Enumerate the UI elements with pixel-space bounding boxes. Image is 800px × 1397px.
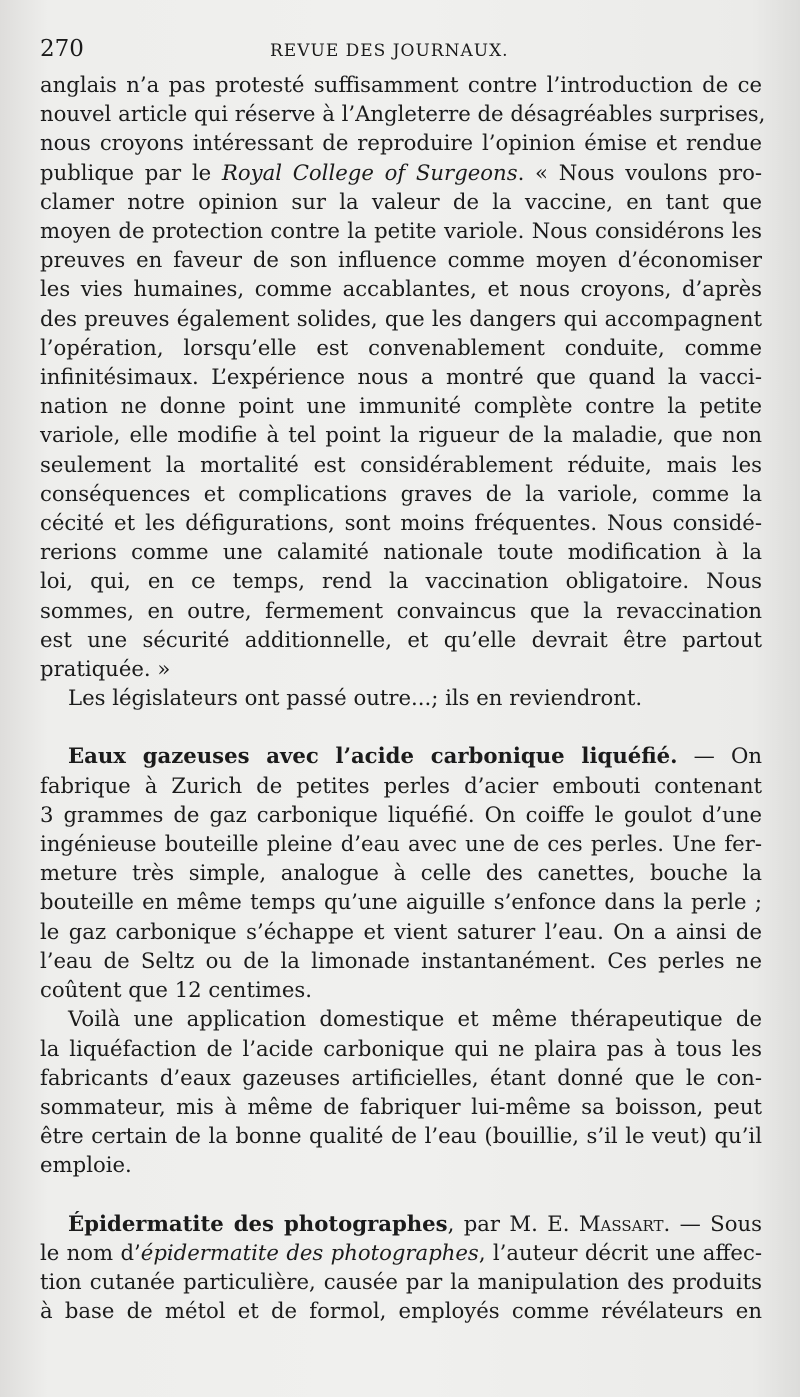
text-line: preuves en faveur de son influence comme moyen d’économiser [40,247,762,273]
text-line: le gaz carbonique s’échappe et vient saturer l’eau. On a ainsi de [40,918,762,944]
text-line: Voilà une application domestique et même thérapeutique de [68,1006,762,1032]
text-line: conséquences et complications graves de la variole, comme la [40,480,762,506]
text-line: pratiquée. » [40,656,171,682]
text-line: moyen de protection contre la petite variole. Nous considérons les [40,218,762,244]
text-line: bouteille en même temps qu’une aiguille s’enfonce dans la perle ; [40,889,762,915]
text-fragment: , par M. E. [447,1210,579,1236]
text-line: ingénieuse bouteille pleine d’eau avec une de ces perles. Une fer- [40,831,762,857]
royal-college-name: Royal College of Surgeons [221,159,518,185]
author-name: Massart [578,1210,664,1236]
text-line: rerions comme une calamité nationale toute modification à la [40,539,762,565]
paragraph-gap [40,712,762,741]
text-line [40,158,762,187]
paragraph-gap [40,1180,762,1209]
section-title: Épidermatite des photographes [68,1210,448,1236]
text-line: coûtent que 12 centimes. [40,977,312,1003]
text-line: les vies humaines, comme accablantes, et nous croyons, d’après [40,276,762,302]
page-header [40,36,762,70]
page-number: 270 [40,36,84,62]
text-line: des preuves également solides, que les dangers qui accompagnent [40,305,762,331]
text-line: à base de métol et de formol, employés comme révélateurs en [40,1298,762,1324]
text-line: sommateur, mis à même de fabriquer lui-même sa boisson, peut [40,1093,762,1119]
text-line: nous croyons intéressant de reproduire l’opinion émise et rendue [40,130,762,156]
text-fragment: publique par le [40,159,222,185]
text-line: meture très simple, analogue à celle des canettes, bouche la [40,860,762,886]
body-text [40,70,766,1325]
text-line: l’eau de Seltz ou de la limonade instantanément. Ces perles ne [40,947,762,973]
text-line: est une sécurité additionnelle, et qu’elle devrait être partout [40,626,762,652]
text-fragment: . — Sous [663,1210,762,1236]
text-line: être certain de la bonne qualité de l’eau (bouillie, s’il le veut) qu’il [40,1123,762,1149]
text-line: la liquéfaction de l’acide carbonique qui ne plaira pas à tous les [40,1035,762,1061]
text-line: sommes, en outre, fermement convaincus que la revaccination [40,597,762,623]
text-fragment: . « Nous voulons pro- [517,159,763,185]
text-line: tion cutanée particulière, causée par la manipulation des produits [40,1268,762,1294]
text-line: loi, qui, en ce temps, rend la vaccination obligatoire. Nous [40,568,762,594]
text-line: l’opération, lorsqu’elle est convenablement conduite, comme [40,334,762,360]
running-head: REVUE DES JOURNAUX. [270,41,509,61]
text-fragment: , l’auteur décrit une affec- [478,1239,762,1265]
text-line: emploie. [40,1152,132,1178]
section-heading-line [40,1209,762,1238]
text-line: fabrique à Zurich de petites perles d’acier embouti contenant [40,772,762,798]
text-line: seulement la mortalité est considérablement réduite, mais les [40,451,762,477]
text-line: 3 grammes de gaz carbonique liquéfié. On coiffe le goulot d’une [40,801,762,827]
text-line: Les législateurs ont passé outre...; ils en reviendront. [68,685,643,711]
text-line: nation ne donne point une immunité complète contre la petite [40,393,762,419]
section-epidermatite [40,1209,762,1326]
text-line: nouvel article qui réserve à l’Angleterre de désagréables surprises, [40,101,766,127]
section-eaux-gazeuses [40,741,762,1179]
text-line: infinitésimaux. L’expérience nous a montré que quand la vacci- [40,364,762,390]
text-fragment: le nom d’ [40,1239,141,1265]
italic-term: épidermatite des photographes [140,1239,479,1265]
text-fragment: — On [677,743,762,769]
text-line: cécité et les défigurations, sont moins fréquentes. Nous considé- [40,510,762,536]
text-line: anglais n’a pas protesté suffisamment contre l’introduction de ce [40,72,762,97]
text-line: variole, elle modifie à tel point la rigueur de la maladie, que non [40,422,762,448]
section-vaccination [40,70,766,712]
section-heading-line [40,741,762,770]
text-line [40,1238,762,1267]
section-title: Eaux gazeuses avec l’acide carbonique liquéfié. [68,743,678,769]
text-line: fabricants d’eaux gazeuses artificielles, étant donné que le con- [40,1064,762,1090]
text-line: clamer notre opinion sur la valeur de la vaccine, en tant que [40,188,762,214]
